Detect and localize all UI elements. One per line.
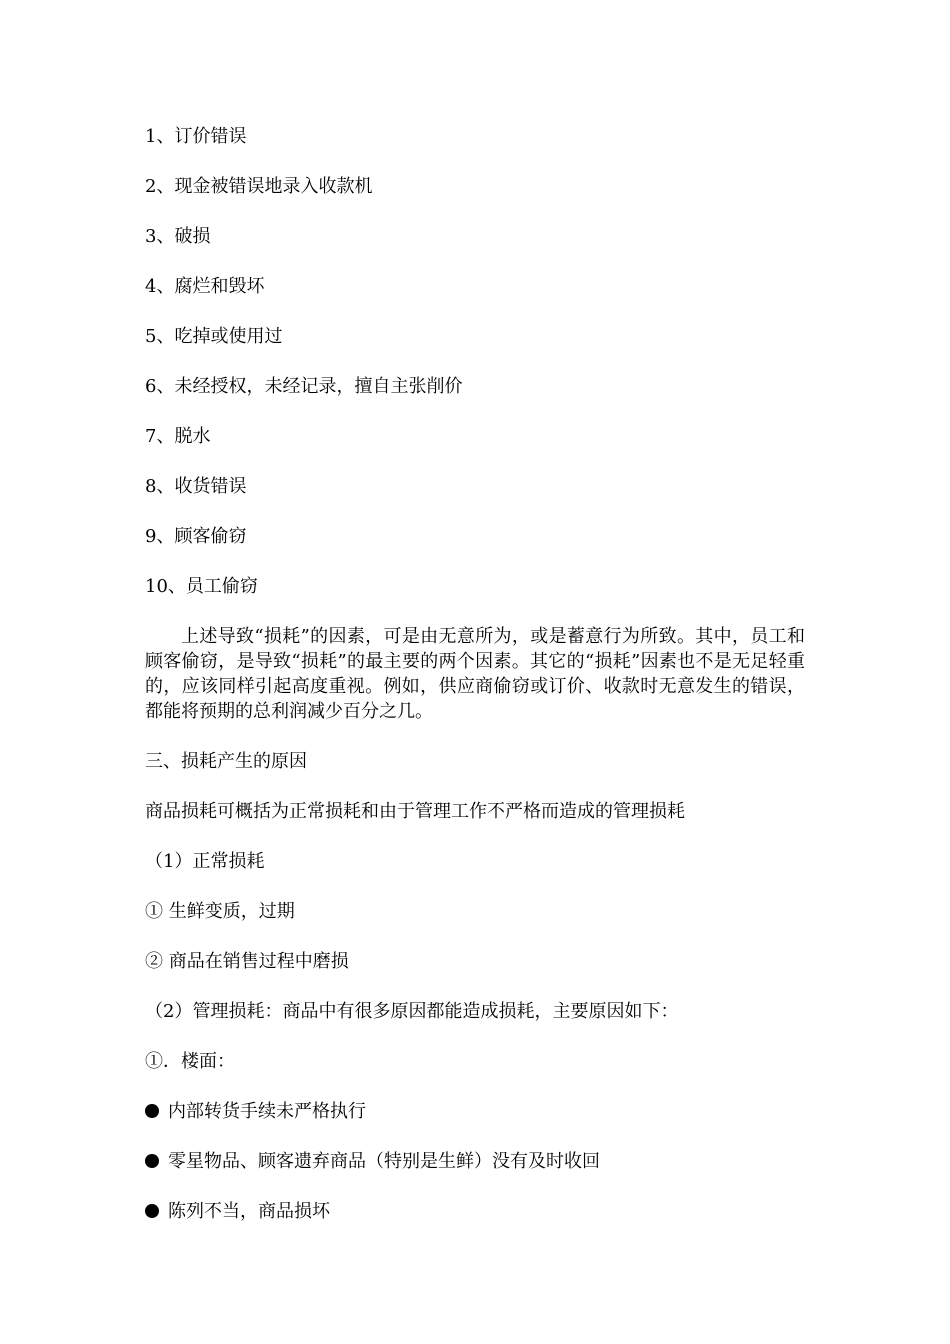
normal-loss-item: ② 商品在销售过程中磨损 xyxy=(145,951,349,972)
floor-heading: ①．楼面： xyxy=(145,1051,235,1072)
list-item: 5、吃掉或使用过 xyxy=(145,326,283,347)
bullet-item xyxy=(145,1149,810,1174)
body-paragraph: 上述导致“损耗”的因素，可是由无意所为，或是蓄意行为所致。其中，员工和顾客偷窃，是导致“损耗”的最主要的两个因素。其它的“损耗”因素也不是无足轻重的，应该同样引起高度重视。例如，供应商偷窃或订价、收款时无意发生的错误，都能将预期的总利润减少百分之几。 xyxy=(145,626,805,722)
list-item: 1、订价错误 xyxy=(145,126,247,147)
intro-text: 商品损耗可概括为正常损耗和由于管理工作不严格而造成的管理损耗 xyxy=(145,801,685,822)
bullet-text: 内部转货手续未严格执行 xyxy=(168,1101,366,1122)
list-item: 6、未经授权，未经记录，擅自主张削价 xyxy=(145,376,463,397)
bullet-item xyxy=(145,1099,810,1124)
bullet-text: 陈列不当，商品损坏 xyxy=(168,1201,330,1222)
list-item: 10、员工偷窃 xyxy=(145,576,258,597)
bullet-dot-icon xyxy=(145,1104,159,1118)
document-body xyxy=(145,124,810,1249)
section-heading: 三、损耗产生的原因 xyxy=(145,751,307,772)
normal-loss-item: ① 生鲜变质，过期 xyxy=(145,901,295,922)
bullet-text: 零星物品、顾客遗弃商品（特别是生鲜）没有及时收回 xyxy=(168,1151,600,1172)
list-item: 3、破损 xyxy=(145,226,211,247)
list-item: 7、脱水 xyxy=(145,426,211,447)
bullet-dot-icon xyxy=(145,1204,159,1218)
bullet-dot-icon xyxy=(145,1154,159,1168)
list-item: 2、现金被错误地录入收款机 xyxy=(145,176,373,197)
bullet-item xyxy=(145,1199,810,1224)
list-item: 4、腐烂和毁坏 xyxy=(145,276,265,297)
list-item: 9、顾客偷窃 xyxy=(145,526,247,547)
subsection-heading-normal: （1）正常损耗 xyxy=(145,851,265,872)
subsection-heading-management: （2）管理损耗：商品中有很多原因都能造成损耗，主要原因如下： xyxy=(145,1001,679,1022)
list-item: 8、收货错误 xyxy=(145,476,247,497)
